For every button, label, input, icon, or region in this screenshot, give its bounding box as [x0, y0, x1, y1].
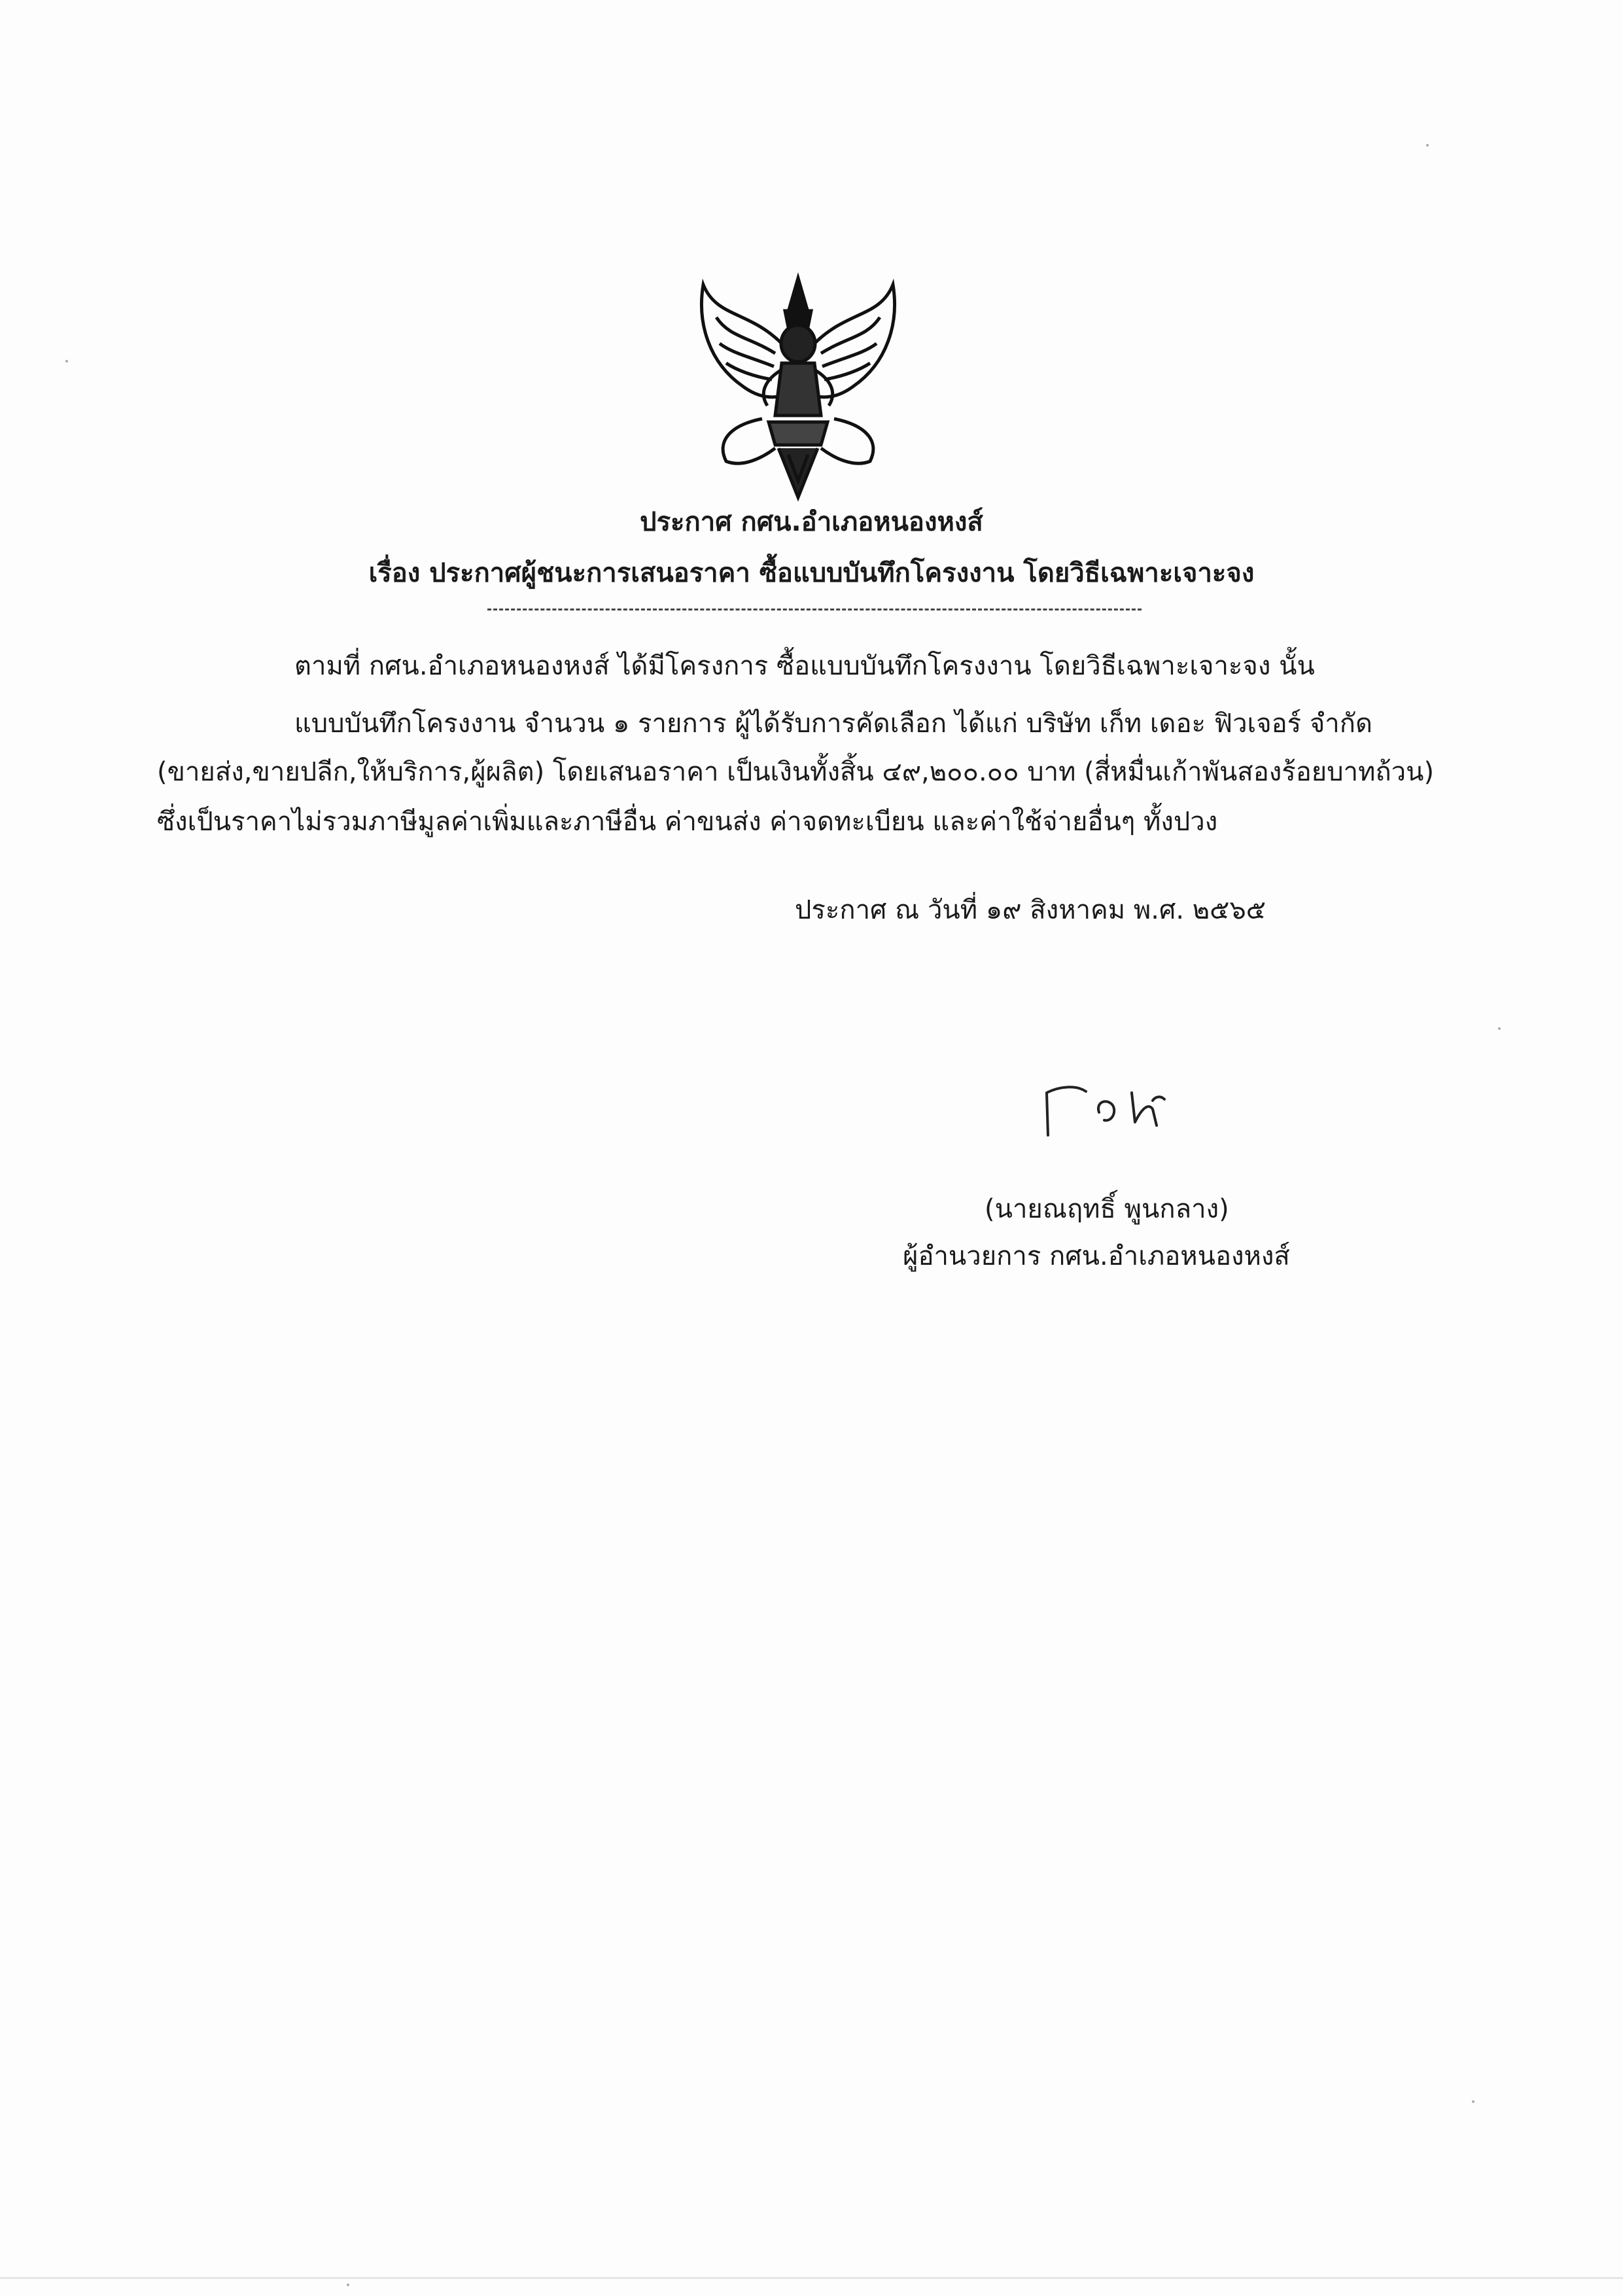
- title-divider: [487, 609, 1142, 610]
- announcement-date: ประกาศ ณ วันที่ ๑๙ สิงหาคม พ.ศ. ๒๕๖๕: [795, 895, 1266, 925]
- body-line-1: ตามที่ กศน.อำเภอหนองหงส์ ได้มีโครงการ ซื้อแบบบันทึกโครงงาน โดยวิธีเฉพาะเจาะจง นั้น: [294, 651, 1315, 681]
- body-line-2: แบบบันทึกโครงงาน จำนวน ๑ รายการ ผู้ได้รับการคัดเลือก ได้แก่ บริษัท เก็ท เดอะ ฟิวเจอร์ จำกัด: [294, 709, 1372, 739]
- paper-speck: [347, 2284, 349, 2286]
- announcement-title: ประกาศ กศน.อำเภอหนองหงส์: [640, 507, 983, 537]
- paper-speck: [1426, 144, 1429, 147]
- signer-position: ผู้อำนวยการ กศน.อำเภอหนองหงส์: [903, 1241, 1290, 1271]
- signer-name: (นายณฤทธิ์ พูนกลาง): [985, 1194, 1229, 1224]
- handwritten-signature: [1040, 1073, 1178, 1145]
- body-line-3: (ขายส่ง,ขายปลีก,ให้บริการ,ผู้ผลิต) โดยเสนอราคา เป็นเงินทั้งสิ้น ๔๙,๒๐๐.๐๐ บาท (สี่หมื่นเก้าพันสองร้อยบาทถ้วน): [157, 757, 1435, 787]
- announcement-subject: เรื่อง ประกาศผู้ชนะการเสนอราคา ซื้อแบบบันทึกโครงงาน โดยวิธีเฉพาะเจาะจง: [368, 558, 1255, 588]
- garuda-emblem-icon: [690, 272, 906, 507]
- paper-speck: [65, 360, 68, 362]
- scan-edge: [0, 2277, 1623, 2279]
- body-line-4: ซึ่งเป็นราคาไม่รวมภาษีมูลค่าเพิ่มและภาษีอื่น ค่าขนส่ง ค่าจดทะเบียน และค่าใช้จ่ายอื่นๆ ทั้งปวง: [157, 807, 1218, 837]
- paper-speck: [1498, 1027, 1501, 1030]
- paper-speck: [1472, 2100, 1475, 2103]
